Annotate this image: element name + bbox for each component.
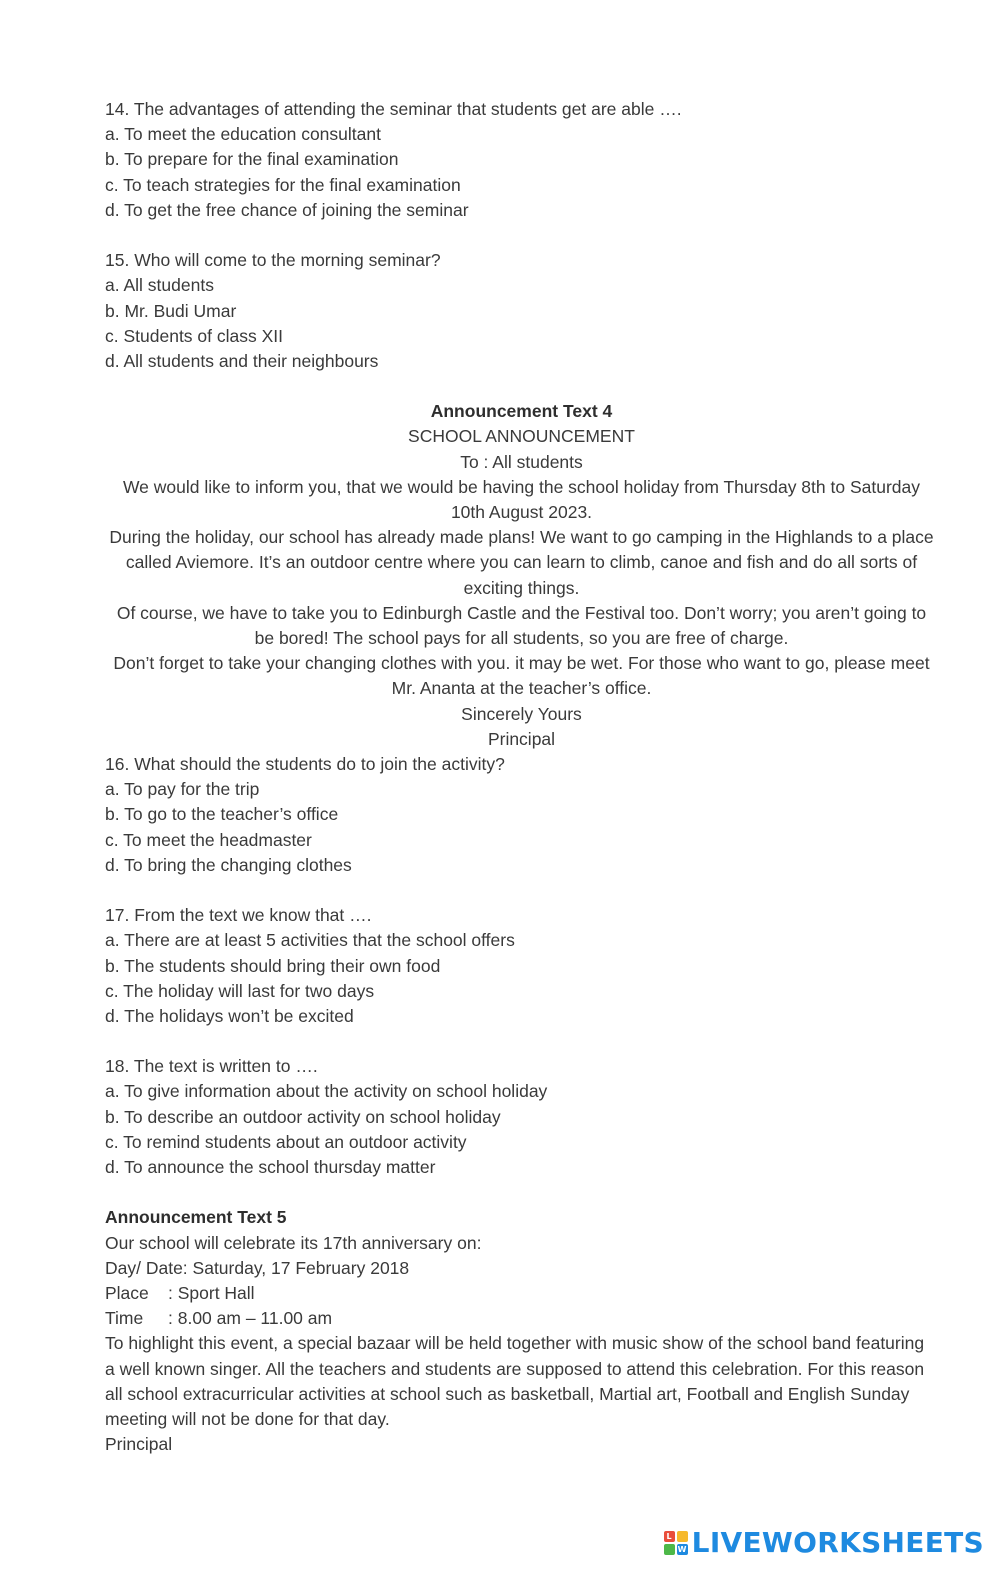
option-c[interactable]: c. Students of class XII xyxy=(105,325,283,346)
option-d[interactable]: d. To announce the school thursday matter xyxy=(105,1157,436,1178)
event-date: Day/ Date: Saturday, 17 February 2018 xyxy=(105,1257,410,1278)
option-c[interactable]: c. To remind students about an outdoor activity xyxy=(105,1131,467,1152)
announcement-intro: Our school will celebrate its 17th anniversary on: xyxy=(105,1232,482,1253)
option-d[interactable]: d. To bring the changing clothes xyxy=(105,854,352,875)
announcement-paragraph: During the holiday, our school has already made plans! We want to go camping in the Highlands to a place called Aviemore. It’s an outdoor centre where you can learn to climb, canoe and fish and do all sorts of exciting things. xyxy=(109,527,934,598)
option-b[interactable]: b. The students should bring their own food xyxy=(105,955,441,976)
event-time xyxy=(105,1306,938,1331)
announcement-paragraph: We would like to inform you, that we would be having the school holiday from Thursday 8th to Saturday 10th August 2023. xyxy=(122,476,920,523)
announcement-title: SCHOOL ANNOUNCEMENT xyxy=(408,426,635,447)
option-a[interactable]: a. To pay for the trip xyxy=(105,779,260,800)
option-b[interactable]: b. To go to the teacher’s office xyxy=(105,804,339,825)
option-b[interactable]: b. Mr. Budi Umar xyxy=(105,300,237,321)
question-text: 14. The advantages of attending the seminar that students get are able …. xyxy=(105,99,682,119)
place-value: : Sport Hall xyxy=(168,1282,255,1303)
option-a[interactable]: a. To give information about the activity on school holiday xyxy=(105,1081,548,1102)
section-heading: Announcement Text 5 xyxy=(105,1207,287,1228)
logo-square: L xyxy=(664,1531,675,1542)
spacer xyxy=(105,878,938,903)
announcement-closing: Sincerely Yours xyxy=(461,703,582,724)
option-c[interactable]: c. The holiday will last for two days xyxy=(105,980,375,1001)
question-text: 17. From the text we know that …. xyxy=(105,905,372,926)
option-a[interactable]: a. To meet the education consultant xyxy=(105,124,381,145)
logo-text: LIVEWORKSHEETS xyxy=(691,1526,984,1559)
time-label: Time xyxy=(105,1308,144,1329)
question-15 xyxy=(105,248,938,374)
liveworksheets-logo[interactable] xyxy=(664,1526,984,1559)
time-value: : 8.00 am – 11.00 am xyxy=(168,1308,333,1329)
spacer xyxy=(105,1180,938,1205)
event-place xyxy=(105,1281,938,1306)
announcement-recipient: To : All students xyxy=(460,451,583,472)
announcement-text-5 xyxy=(105,1205,938,1457)
spacer xyxy=(105,1029,938,1054)
option-d[interactable]: d. The holidays won’t be excited xyxy=(105,1005,354,1026)
announcement-signature: Principal xyxy=(487,728,556,749)
spacer xyxy=(105,223,938,248)
option-a[interactable]: a. There are at least 5 activities that the school offers xyxy=(105,930,515,951)
announcement-signature: Principal xyxy=(105,1434,173,1455)
liveworksheets-logo-icon xyxy=(664,1531,688,1555)
option-b[interactable]: b. To describe an outdoor activity on school holiday xyxy=(105,1106,501,1127)
option-c[interactable]: c. To teach strategies for the final examination xyxy=(105,174,461,195)
option-a[interactable]: a. All students xyxy=(105,275,214,296)
question-text: 18. The text is written to …. xyxy=(105,1056,318,1077)
question-18 xyxy=(105,1054,938,1180)
question-17 xyxy=(105,903,938,1029)
announcement-body: To highlight this event, a special bazaar will be held together with music show of the school band featuring a well known singer. All the teachers and students are supposed to attend this celebration. For this reason all school extracurricular activities at school such as basketball, Martial art, Football and English Sunday meeting will not be done for that day. xyxy=(105,1333,925,1429)
option-c[interactable]: c. To meet the headmaster xyxy=(105,829,312,850)
question-text: 15. Who will come to the morning seminar? xyxy=(105,250,441,271)
option-b[interactable]: b. To prepare for the final examination xyxy=(105,149,399,170)
option-d[interactable]: d. To get the free chance of joining the seminar xyxy=(105,199,469,220)
logo-square xyxy=(677,1531,688,1542)
question-16 xyxy=(105,752,938,878)
announcement-paragraph: Don’t forget to take your changing clothes with you. it may be wet. For those who want to go, please meet Mr. Ananta at the teacher’s office. xyxy=(113,653,930,699)
announcement-paragraph: Of course, we have to take you to Edinburgh Castle and the Festival too. Don’t worry; you aren’t going to be bored! The school pays for all students, so you are free of charge. xyxy=(116,602,927,649)
place-label: Place xyxy=(105,1282,149,1303)
section-heading: Announcement Text 4 xyxy=(430,401,613,422)
question-14 xyxy=(105,97,938,223)
logo-square: W xyxy=(677,1544,687,1554)
logo-square xyxy=(664,1544,675,1555)
question-text: 16. What should the students do to join the activity? xyxy=(105,754,505,775)
spacer xyxy=(105,374,938,399)
option-d[interactable]: d. All students and their neighbours xyxy=(105,350,379,371)
worksheet-page xyxy=(105,97,938,1457)
announcement-text-4 xyxy=(105,399,938,752)
